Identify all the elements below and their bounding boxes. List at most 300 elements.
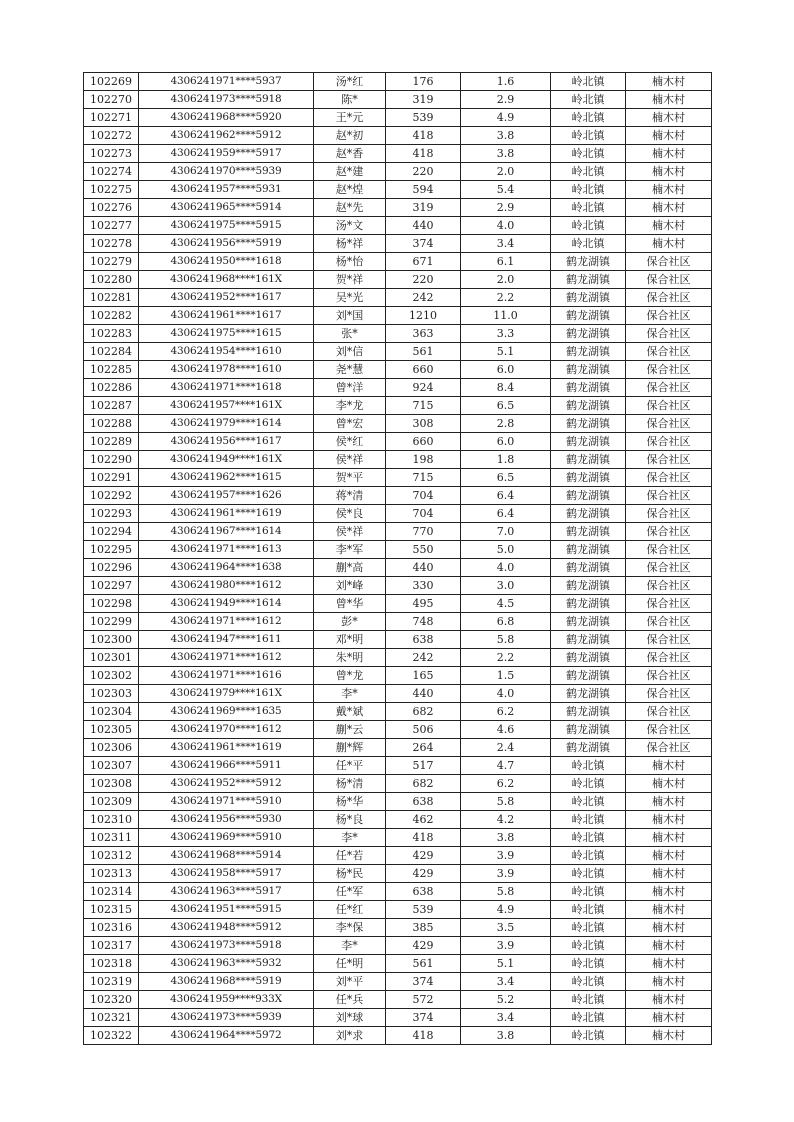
value-cell: 6.2 bbox=[461, 703, 551, 721]
village-cell: 楠木村 bbox=[626, 1027, 712, 1045]
town-cell: 岭北镇 bbox=[551, 73, 626, 91]
person-name-cell: 赵*建 bbox=[314, 163, 386, 181]
village-cell: 保合社区 bbox=[626, 631, 712, 649]
town-cell: 鹤龙湖镇 bbox=[551, 667, 626, 685]
amount-cell: 330 bbox=[386, 577, 461, 595]
town-cell: 岭北镇 bbox=[551, 883, 626, 901]
town-cell: 鹤龙湖镇 bbox=[551, 307, 626, 325]
record-id-cell: 102286 bbox=[84, 379, 139, 397]
town-cell: 岭北镇 bbox=[551, 901, 626, 919]
village-cell: 楠木村 bbox=[626, 937, 712, 955]
id-number-cell: 4306241973****5939 bbox=[139, 1009, 314, 1027]
person-name-cell: 王*元 bbox=[314, 109, 386, 127]
village-cell: 保合社区 bbox=[626, 271, 712, 289]
village-cell: 楠木村 bbox=[626, 829, 712, 847]
value-cell: 1.6 bbox=[461, 73, 551, 91]
record-id-cell: 102290 bbox=[84, 451, 139, 469]
amount-cell: 198 bbox=[386, 451, 461, 469]
village-cell: 保合社区 bbox=[626, 361, 712, 379]
amount-cell: 715 bbox=[386, 469, 461, 487]
table-row bbox=[84, 469, 712, 487]
amount-cell: 704 bbox=[386, 505, 461, 523]
amount-cell: 638 bbox=[386, 883, 461, 901]
person-name-cell: 张* bbox=[314, 325, 386, 343]
person-name-cell: 刘*峰 bbox=[314, 577, 386, 595]
value-cell: 2.9 bbox=[461, 91, 551, 109]
person-name-cell: 汤*文 bbox=[314, 217, 386, 235]
table-row bbox=[84, 739, 712, 757]
value-cell: 5.8 bbox=[461, 631, 551, 649]
town-cell: 鹤龙湖镇 bbox=[551, 649, 626, 667]
town-cell: 鹤龙湖镇 bbox=[551, 469, 626, 487]
id-number-cell: 4306241971****1612 bbox=[139, 649, 314, 667]
town-cell: 鹤龙湖镇 bbox=[551, 361, 626, 379]
village-cell: 保合社区 bbox=[626, 289, 712, 307]
record-id-cell: 102269 bbox=[84, 73, 139, 91]
amount-cell: 418 bbox=[386, 145, 461, 163]
amount-cell: 594 bbox=[386, 181, 461, 199]
table-row bbox=[84, 271, 712, 289]
village-cell: 保合社区 bbox=[626, 343, 712, 361]
village-cell: 保合社区 bbox=[626, 415, 712, 433]
table-row bbox=[84, 451, 712, 469]
table-row bbox=[84, 91, 712, 109]
amount-cell: 715 bbox=[386, 397, 461, 415]
record-id-cell: 102274 bbox=[84, 163, 139, 181]
amount-cell: 572 bbox=[386, 991, 461, 1009]
person-name-cell: 赵*初 bbox=[314, 127, 386, 145]
record-id-cell: 102291 bbox=[84, 469, 139, 487]
town-cell: 鹤龙湖镇 bbox=[551, 325, 626, 343]
town-cell: 鹤龙湖镇 bbox=[551, 595, 626, 613]
table-row bbox=[84, 163, 712, 181]
record-id-cell: 102289 bbox=[84, 433, 139, 451]
person-name-cell: 贺*平 bbox=[314, 469, 386, 487]
record-id-cell: 102306 bbox=[84, 739, 139, 757]
person-name-cell: 任*红 bbox=[314, 901, 386, 919]
person-name-cell: 侯*良 bbox=[314, 505, 386, 523]
person-name-cell: 李* bbox=[314, 937, 386, 955]
town-cell: 鹤龙湖镇 bbox=[551, 253, 626, 271]
id-number-cell: 4306241966****5911 bbox=[139, 757, 314, 775]
person-name-cell: 李*军 bbox=[314, 541, 386, 559]
record-id-cell: 102313 bbox=[84, 865, 139, 883]
village-cell: 保合社区 bbox=[626, 703, 712, 721]
value-cell: 5.2 bbox=[461, 991, 551, 1009]
village-cell: 楠木村 bbox=[626, 865, 712, 883]
town-cell: 鹤龙湖镇 bbox=[551, 685, 626, 703]
person-name-cell: 曾*华 bbox=[314, 595, 386, 613]
town-cell: 鹤龙湖镇 bbox=[551, 487, 626, 505]
id-number-cell: 4306241956****5919 bbox=[139, 235, 314, 253]
value-cell: 3.8 bbox=[461, 829, 551, 847]
id-number-cell: 4306241980****1612 bbox=[139, 577, 314, 595]
value-cell: 3.9 bbox=[461, 847, 551, 865]
village-cell: 保合社区 bbox=[626, 649, 712, 667]
table-row bbox=[84, 883, 712, 901]
town-cell: 鹤龙湖镇 bbox=[551, 631, 626, 649]
person-name-cell: 朱*明 bbox=[314, 649, 386, 667]
id-number-cell: 4306241962****1615 bbox=[139, 469, 314, 487]
table-row bbox=[84, 685, 712, 703]
town-cell: 岭北镇 bbox=[551, 991, 626, 1009]
id-number-cell: 4306241978****1610 bbox=[139, 361, 314, 379]
value-cell: 5.1 bbox=[461, 955, 551, 973]
record-id-cell: 102271 bbox=[84, 109, 139, 127]
record-id-cell: 102315 bbox=[84, 901, 139, 919]
person-name-cell: 刘*求 bbox=[314, 1027, 386, 1045]
record-id-cell: 102296 bbox=[84, 559, 139, 577]
record-id-cell: 102302 bbox=[84, 667, 139, 685]
amount-cell: 220 bbox=[386, 163, 461, 181]
record-id-cell: 102277 bbox=[84, 217, 139, 235]
id-number-cell: 4306241950****1618 bbox=[139, 253, 314, 271]
amount-cell: 242 bbox=[386, 649, 461, 667]
person-name-cell: 曾*宏 bbox=[314, 415, 386, 433]
town-cell: 鹤龙湖镇 bbox=[551, 505, 626, 523]
table-row bbox=[84, 793, 712, 811]
amount-cell: 429 bbox=[386, 937, 461, 955]
record-id-cell: 102314 bbox=[84, 883, 139, 901]
amount-cell: 429 bbox=[386, 847, 461, 865]
village-cell: 楠木村 bbox=[626, 1009, 712, 1027]
town-cell: 岭北镇 bbox=[551, 847, 626, 865]
village-cell: 保合社区 bbox=[626, 541, 712, 559]
table-row bbox=[84, 757, 712, 775]
amount-cell: 770 bbox=[386, 523, 461, 541]
record-id-cell: 102287 bbox=[84, 397, 139, 415]
value-cell: 2.0 bbox=[461, 271, 551, 289]
table-row bbox=[84, 901, 712, 919]
id-number-cell: 4306241971****1618 bbox=[139, 379, 314, 397]
table-row bbox=[84, 181, 712, 199]
table-row bbox=[84, 559, 712, 577]
village-cell: 楠木村 bbox=[626, 775, 712, 793]
id-number-cell: 4306241961****1619 bbox=[139, 505, 314, 523]
person-name-cell: 吴*光 bbox=[314, 289, 386, 307]
record-id-cell: 102276 bbox=[84, 199, 139, 217]
amount-cell: 374 bbox=[386, 235, 461, 253]
amount-cell: 660 bbox=[386, 433, 461, 451]
id-number-cell: 4306241964****1638 bbox=[139, 559, 314, 577]
amount-cell: 682 bbox=[386, 775, 461, 793]
town-cell: 岭北镇 bbox=[551, 919, 626, 937]
town-cell: 鹤龙湖镇 bbox=[551, 541, 626, 559]
value-cell: 5.1 bbox=[461, 343, 551, 361]
village-cell: 楠木村 bbox=[626, 811, 712, 829]
value-cell: 1.5 bbox=[461, 667, 551, 685]
person-name-cell: 蒯*云 bbox=[314, 721, 386, 739]
value-cell: 4.9 bbox=[461, 901, 551, 919]
id-number-cell: 4306241958****5917 bbox=[139, 865, 314, 883]
amount-cell: 539 bbox=[386, 901, 461, 919]
table-row bbox=[84, 235, 712, 253]
person-name-cell: 任*平 bbox=[314, 757, 386, 775]
person-name-cell: 李*龙 bbox=[314, 397, 386, 415]
village-cell: 保合社区 bbox=[626, 325, 712, 343]
amount-cell: 561 bbox=[386, 955, 461, 973]
person-name-cell: 杨*华 bbox=[314, 793, 386, 811]
value-cell: 2.2 bbox=[461, 289, 551, 307]
town-cell: 鹤龙湖镇 bbox=[551, 271, 626, 289]
person-name-cell: 任*军 bbox=[314, 883, 386, 901]
amount-cell: 374 bbox=[386, 973, 461, 991]
record-id-cell: 102281 bbox=[84, 289, 139, 307]
id-number-cell: 4306241971****1616 bbox=[139, 667, 314, 685]
amount-cell: 440 bbox=[386, 685, 461, 703]
records-table bbox=[83, 72, 712, 1045]
town-cell: 岭北镇 bbox=[551, 793, 626, 811]
value-cell: 4.5 bbox=[461, 595, 551, 613]
town-cell: 鹤龙湖镇 bbox=[551, 613, 626, 631]
village-cell: 楠木村 bbox=[626, 109, 712, 127]
town-cell: 岭北镇 bbox=[551, 829, 626, 847]
table-row bbox=[84, 397, 712, 415]
table-row bbox=[84, 415, 712, 433]
table-row bbox=[84, 847, 712, 865]
person-name-cell: 杨*良 bbox=[314, 811, 386, 829]
village-cell: 楠木村 bbox=[626, 793, 712, 811]
amount-cell: 418 bbox=[386, 829, 461, 847]
id-number-cell: 4306241947****1611 bbox=[139, 631, 314, 649]
amount-cell: 363 bbox=[386, 325, 461, 343]
record-id-cell: 102299 bbox=[84, 613, 139, 631]
table-row bbox=[84, 343, 712, 361]
record-id-cell: 102316 bbox=[84, 919, 139, 937]
town-cell: 鹤龙湖镇 bbox=[551, 433, 626, 451]
record-id-cell: 102307 bbox=[84, 757, 139, 775]
id-number-cell: 4306241951****5915 bbox=[139, 901, 314, 919]
person-name-cell: 汤*红 bbox=[314, 73, 386, 91]
person-name-cell: 李*保 bbox=[314, 919, 386, 937]
value-cell: 2.2 bbox=[461, 649, 551, 667]
town-cell: 岭北镇 bbox=[551, 973, 626, 991]
id-number-cell: 4306241973****5918 bbox=[139, 91, 314, 109]
record-id-cell: 102321 bbox=[84, 1009, 139, 1027]
id-number-cell: 4306241961****1617 bbox=[139, 307, 314, 325]
amount-cell: 165 bbox=[386, 667, 461, 685]
table-row bbox=[84, 577, 712, 595]
village-cell: 保合社区 bbox=[626, 613, 712, 631]
person-name-cell: 蒯*高 bbox=[314, 559, 386, 577]
village-cell: 保合社区 bbox=[626, 595, 712, 613]
value-cell: 3.4 bbox=[461, 235, 551, 253]
table-row bbox=[84, 523, 712, 541]
amount-cell: 671 bbox=[386, 253, 461, 271]
record-id-cell: 102288 bbox=[84, 415, 139, 433]
id-number-cell: 4306241962****5912 bbox=[139, 127, 314, 145]
town-cell: 岭北镇 bbox=[551, 109, 626, 127]
id-number-cell: 4306241959****933X bbox=[139, 991, 314, 1009]
village-cell: 保合社区 bbox=[626, 739, 712, 757]
record-id-cell: 102293 bbox=[84, 505, 139, 523]
table-row bbox=[84, 145, 712, 163]
value-cell: 4.0 bbox=[461, 685, 551, 703]
id-number-cell: 4306241959****5917 bbox=[139, 145, 314, 163]
id-number-cell: 4306241965****5914 bbox=[139, 199, 314, 217]
value-cell: 6.8 bbox=[461, 613, 551, 631]
id-number-cell: 4306241969****5910 bbox=[139, 829, 314, 847]
amount-cell: 561 bbox=[386, 343, 461, 361]
person-name-cell: 杨*祥 bbox=[314, 235, 386, 253]
table-row bbox=[84, 1009, 712, 1027]
village-cell: 楠木村 bbox=[626, 901, 712, 919]
record-id-cell: 102270 bbox=[84, 91, 139, 109]
village-cell: 楠木村 bbox=[626, 919, 712, 937]
village-cell: 楠木村 bbox=[626, 991, 712, 1009]
value-cell: 1.8 bbox=[461, 451, 551, 469]
value-cell: 6.5 bbox=[461, 469, 551, 487]
village-cell: 楠木村 bbox=[626, 181, 712, 199]
record-id-cell: 102272 bbox=[84, 127, 139, 145]
amount-cell: 517 bbox=[386, 757, 461, 775]
person-name-cell: 刘*球 bbox=[314, 1009, 386, 1027]
table-row bbox=[84, 1027, 712, 1045]
value-cell: 3.4 bbox=[461, 1009, 551, 1027]
record-id-cell: 102312 bbox=[84, 847, 139, 865]
id-number-cell: 4306241971****5910 bbox=[139, 793, 314, 811]
village-cell: 楠木村 bbox=[626, 199, 712, 217]
person-name-cell: 尧*慧 bbox=[314, 361, 386, 379]
record-id-cell: 102297 bbox=[84, 577, 139, 595]
amount-cell: 374 bbox=[386, 1009, 461, 1027]
id-number-cell: 4306241952****1617 bbox=[139, 289, 314, 307]
town-cell: 鹤龙湖镇 bbox=[551, 397, 626, 415]
id-number-cell: 4306241948****5912 bbox=[139, 919, 314, 937]
record-id-cell: 102310 bbox=[84, 811, 139, 829]
id-number-cell: 4306241975****5915 bbox=[139, 217, 314, 235]
person-name-cell: 李* bbox=[314, 829, 386, 847]
person-name-cell: 赵*先 bbox=[314, 199, 386, 217]
town-cell: 岭北镇 bbox=[551, 1009, 626, 1027]
id-number-cell: 4306241968****161X bbox=[139, 271, 314, 289]
person-name-cell: 邓*明 bbox=[314, 631, 386, 649]
person-name-cell: 蒯*辉 bbox=[314, 739, 386, 757]
person-name-cell: 杨*清 bbox=[314, 775, 386, 793]
value-cell: 3.4 bbox=[461, 973, 551, 991]
table-row bbox=[84, 325, 712, 343]
table-row bbox=[84, 217, 712, 235]
value-cell: 3.0 bbox=[461, 577, 551, 595]
value-cell: 6.0 bbox=[461, 361, 551, 379]
town-cell: 鹤龙湖镇 bbox=[551, 415, 626, 433]
person-name-cell: 任*若 bbox=[314, 847, 386, 865]
amount-cell: 385 bbox=[386, 919, 461, 937]
value-cell: 3.8 bbox=[461, 127, 551, 145]
village-cell: 保合社区 bbox=[626, 397, 712, 415]
table-row bbox=[84, 703, 712, 721]
table-row bbox=[84, 541, 712, 559]
table-row bbox=[84, 667, 712, 685]
amount-cell: 748 bbox=[386, 613, 461, 631]
table-row bbox=[84, 991, 712, 1009]
town-cell: 鹤龙湖镇 bbox=[551, 703, 626, 721]
village-cell: 楠木村 bbox=[626, 973, 712, 991]
town-cell: 岭北镇 bbox=[551, 1027, 626, 1045]
amount-cell: 319 bbox=[386, 199, 461, 217]
record-id-cell: 102285 bbox=[84, 361, 139, 379]
record-id-cell: 102295 bbox=[84, 541, 139, 559]
town-cell: 岭北镇 bbox=[551, 937, 626, 955]
town-cell: 鹤龙湖镇 bbox=[551, 739, 626, 757]
record-id-cell: 102301 bbox=[84, 649, 139, 667]
record-id-cell: 102294 bbox=[84, 523, 139, 541]
value-cell: 8.4 bbox=[461, 379, 551, 397]
town-cell: 岭北镇 bbox=[551, 217, 626, 235]
town-cell: 鹤龙湖镇 bbox=[551, 523, 626, 541]
town-cell: 岭北镇 bbox=[551, 955, 626, 973]
id-number-cell: 4306241968****5920 bbox=[139, 109, 314, 127]
amount-cell: 440 bbox=[386, 217, 461, 235]
village-cell: 保合社区 bbox=[626, 307, 712, 325]
town-cell: 岭北镇 bbox=[551, 181, 626, 199]
table-row bbox=[84, 721, 712, 739]
id-number-cell: 4306241971****5937 bbox=[139, 73, 314, 91]
amount-cell: 220 bbox=[386, 271, 461, 289]
person-name-cell: 杨*怡 bbox=[314, 253, 386, 271]
amount-cell: 682 bbox=[386, 703, 461, 721]
table-row bbox=[84, 127, 712, 145]
id-number-cell: 4306241963****5932 bbox=[139, 955, 314, 973]
person-name-cell: 蒋*清 bbox=[314, 487, 386, 505]
village-cell: 楠木村 bbox=[626, 127, 712, 145]
value-cell: 4.2 bbox=[461, 811, 551, 829]
amount-cell: 242 bbox=[386, 289, 461, 307]
person-name-cell: 戴*斌 bbox=[314, 703, 386, 721]
record-id-cell: 102278 bbox=[84, 235, 139, 253]
village-cell: 保合社区 bbox=[626, 469, 712, 487]
town-cell: 鹤龙湖镇 bbox=[551, 721, 626, 739]
amount-cell: 924 bbox=[386, 379, 461, 397]
value-cell: 3.9 bbox=[461, 937, 551, 955]
id-number-cell: 4306241956****5930 bbox=[139, 811, 314, 829]
table-row bbox=[84, 955, 712, 973]
village-cell: 楠木村 bbox=[626, 847, 712, 865]
record-id-cell: 102319 bbox=[84, 973, 139, 991]
village-cell: 保合社区 bbox=[626, 451, 712, 469]
amount-cell: 550 bbox=[386, 541, 461, 559]
id-number-cell: 4306241954****1610 bbox=[139, 343, 314, 361]
person-name-cell: 侯*祥 bbox=[314, 451, 386, 469]
village-cell: 楠木村 bbox=[626, 217, 712, 235]
id-number-cell: 4306241969****1635 bbox=[139, 703, 314, 721]
table-row bbox=[84, 487, 712, 505]
id-number-cell: 4306241971****1613 bbox=[139, 541, 314, 559]
id-number-cell: 4306241973****5918 bbox=[139, 937, 314, 955]
value-cell: 2.0 bbox=[461, 163, 551, 181]
village-cell: 保合社区 bbox=[626, 577, 712, 595]
village-cell: 保合社区 bbox=[626, 685, 712, 703]
person-name-cell: 侯*祥 bbox=[314, 523, 386, 541]
village-cell: 楠木村 bbox=[626, 163, 712, 181]
person-name-cell: 任*明 bbox=[314, 955, 386, 973]
value-cell: 2.4 bbox=[461, 739, 551, 757]
id-number-cell: 4306241961****1619 bbox=[139, 739, 314, 757]
person-name-cell: 刘*信 bbox=[314, 343, 386, 361]
village-cell: 保合社区 bbox=[626, 253, 712, 271]
person-name-cell: 赵*煌 bbox=[314, 181, 386, 199]
village-cell: 楠木村 bbox=[626, 955, 712, 973]
value-cell: 11.0 bbox=[461, 307, 551, 325]
value-cell: 4.0 bbox=[461, 217, 551, 235]
value-cell: 3.8 bbox=[461, 145, 551, 163]
amount-cell: 429 bbox=[386, 865, 461, 883]
table-row bbox=[84, 289, 712, 307]
table-row bbox=[84, 829, 712, 847]
record-id-cell: 102322 bbox=[84, 1027, 139, 1045]
amount-cell: 660 bbox=[386, 361, 461, 379]
table-row bbox=[84, 811, 712, 829]
